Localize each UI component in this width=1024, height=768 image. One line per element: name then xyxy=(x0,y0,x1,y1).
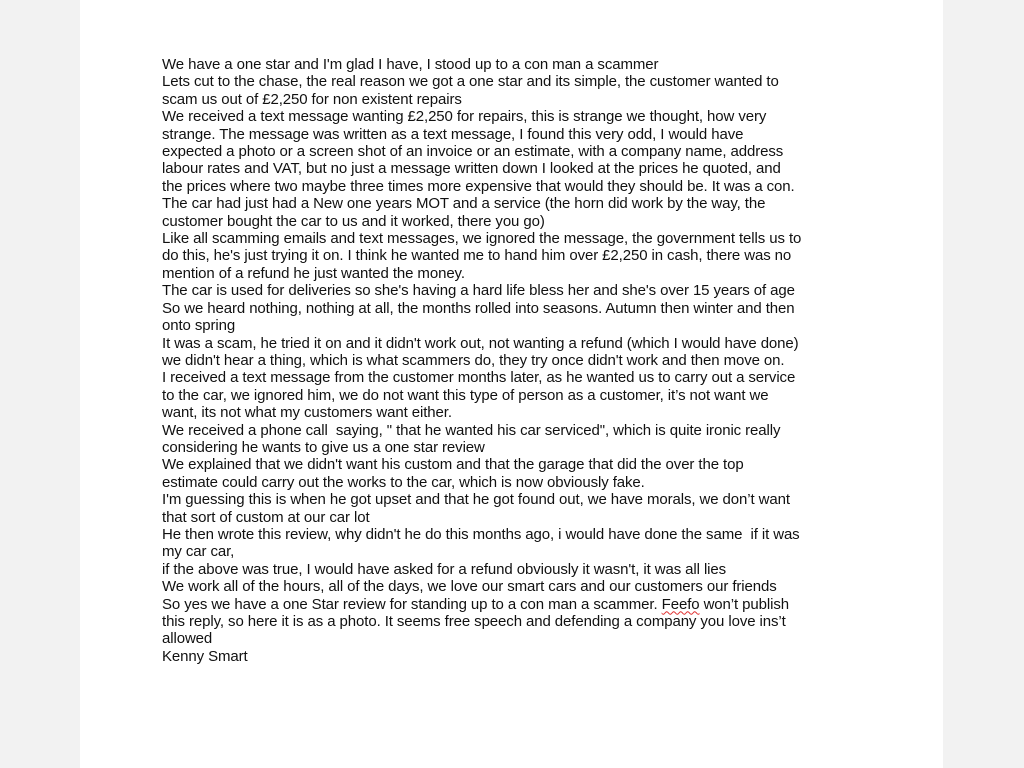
text-line: He then wrote this review, why didn't he do this months ago, i would have done the same if it was xyxy=(162,525,800,543)
text-line: mention of a refund he just wanted the money. xyxy=(162,264,465,282)
text-line: We received a phone call saying, " that he wanted his car serviced", which is quite ironic really xyxy=(162,421,781,439)
text-line: We have a one star and I'm glad I have, I stood up to a con man a scammer xyxy=(162,56,659,73)
text-line: we didn't hear a thing, which is what scammers do, they try once didn't work and then move on. xyxy=(162,351,785,369)
text-line: if the above was true, I would have asked for a refund obviously it wasn't, it was all lies xyxy=(162,560,727,578)
text-line: The car had just had a New one years MOT and a service (the horn did work by the way, the xyxy=(162,195,766,213)
text-line: We work all of the hours, all of the days, we love our smart cars and our customers our friends xyxy=(162,578,777,596)
text-line-with-spellcheck xyxy=(162,596,882,613)
text-line: I received a text message from the customer months later, as he wanted us to carry out a service xyxy=(162,369,796,387)
text-line: Like all scamming emails and text messages, we ignored the message, the government tells us to xyxy=(162,230,802,248)
text-line: that sort of custom at our car lot xyxy=(162,508,370,526)
signature-name: Kenny Smart xyxy=(162,647,248,665)
text-line: my car car, xyxy=(162,543,235,561)
text-line: strange. The message was written as a text message, I found this very odd, I would have xyxy=(162,125,744,143)
text-segment: So yes we have a one Star review for standing up to a con man a scammer. xyxy=(162,595,662,613)
text-line: customer bought the car to us and it worked, there you go) xyxy=(162,212,545,230)
text-line: onto spring xyxy=(162,317,236,335)
text-line: It was a scam, he tried it on and it didn't work out, not wanting a refund (which I would have done) xyxy=(162,334,799,352)
text-line: to the car, we ignored him, we do not want this type of person as a customer, it’s not want we xyxy=(162,386,769,404)
text-line: Lets cut to the chase, the real reason we got a one star and its simple, the customer wanted to xyxy=(162,73,779,91)
text-line: I'm guessing this is when he got upset and that he got found out, we have morals, we don’t want xyxy=(162,491,790,509)
text-line: this reply, so here it is as a photo. It seems free speech and defending a company you love ins’t xyxy=(162,613,786,630)
text-line: We received a text message wanting £2,250 for repairs, this is strange we thought, how very xyxy=(162,108,767,126)
review-reply-text xyxy=(162,56,882,665)
text-line: the prices where two maybe three times more expensive that would they should be. It was a con. xyxy=(162,177,795,195)
document-page xyxy=(80,0,943,768)
text-line: want, its not what my customers want either. xyxy=(162,404,452,422)
text-line: estimate could carry out the works to the car, which is now obviously fake. xyxy=(162,473,645,491)
text-line: expected a photo or a screen shot of an invoice or an estimate, with a company name, address xyxy=(162,143,784,161)
text-line: We explained that we didn't want his custom and that the garage that did the over the top xyxy=(162,456,744,474)
text-line: do this, he's just trying it on. I think he wanted me to hand him over £2,250 in cash, there was no xyxy=(162,247,792,265)
text-line: considering he wants to give us a one star review xyxy=(162,438,485,456)
text-segment: won’t publish xyxy=(699,595,789,613)
text-line: labour rates and VAT, but no just a message written down I looked at the prices he quoted, and xyxy=(162,160,781,178)
text-line: So we heard nothing, nothing at all, the months rolled into seasons. Autumn then winter and then xyxy=(162,299,795,317)
text-line: allowed xyxy=(162,630,213,648)
misspelled-word[interactable]: Feefo xyxy=(661,595,700,613)
text-line: The car is used for deliveries so she's having a hard life bless her and she's over 15 years of age xyxy=(162,282,795,300)
text-line: scam us out of £2,250 for non existent repairs xyxy=(162,90,462,108)
